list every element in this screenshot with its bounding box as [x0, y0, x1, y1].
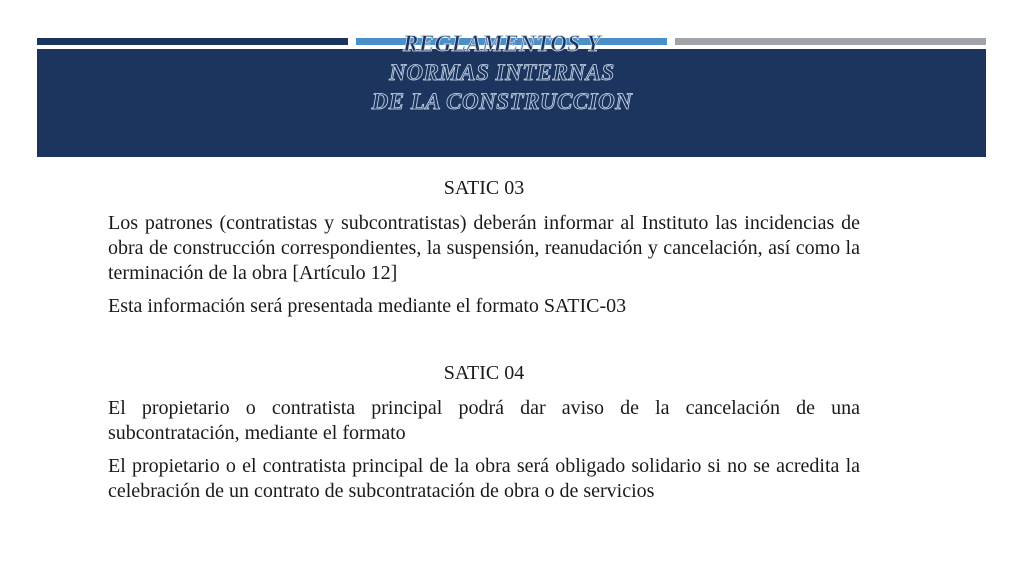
- section-paragraph: Esta información será presentada mediante el formato SATIC-03: [108, 295, 627, 317]
- section-heading: SATIC 03: [443, 177, 525, 199]
- section-paragraph: El propietario o contratista principal podrá dar aviso de la cancelación de una subcontratación, mediante el formato: [108, 397, 860, 444]
- section-paragraph: Los patrones (contratistas y subcontratistas) deberán informar al Instituto las incidencias de obra de construcción correspondientes, la suspensión, reanudación y cancelación, así como la terminación de la obra [Artículo 12]: [108, 212, 860, 284]
- title-line: DE LA CONSTRUCCION: [371, 89, 633, 114]
- slide-title: [37, 29, 967, 116]
- slide-body: [108, 176, 860, 512]
- section-satic-04: [108, 361, 860, 504]
- section-paragraph: El propietario o el contratista principal de la obra será obligado solidario si no se acredita la celebración de un contrato de subcontratación de obra o de servicios: [108, 455, 860, 502]
- section-satic-03: [108, 176, 860, 319]
- section-spacer: [108, 327, 860, 361]
- title-line: REGLAMENTOS Y: [402, 31, 601, 56]
- title-line: NORMAS INTERNAS: [389, 60, 615, 85]
- section-heading: SATIC 04: [443, 362, 525, 384]
